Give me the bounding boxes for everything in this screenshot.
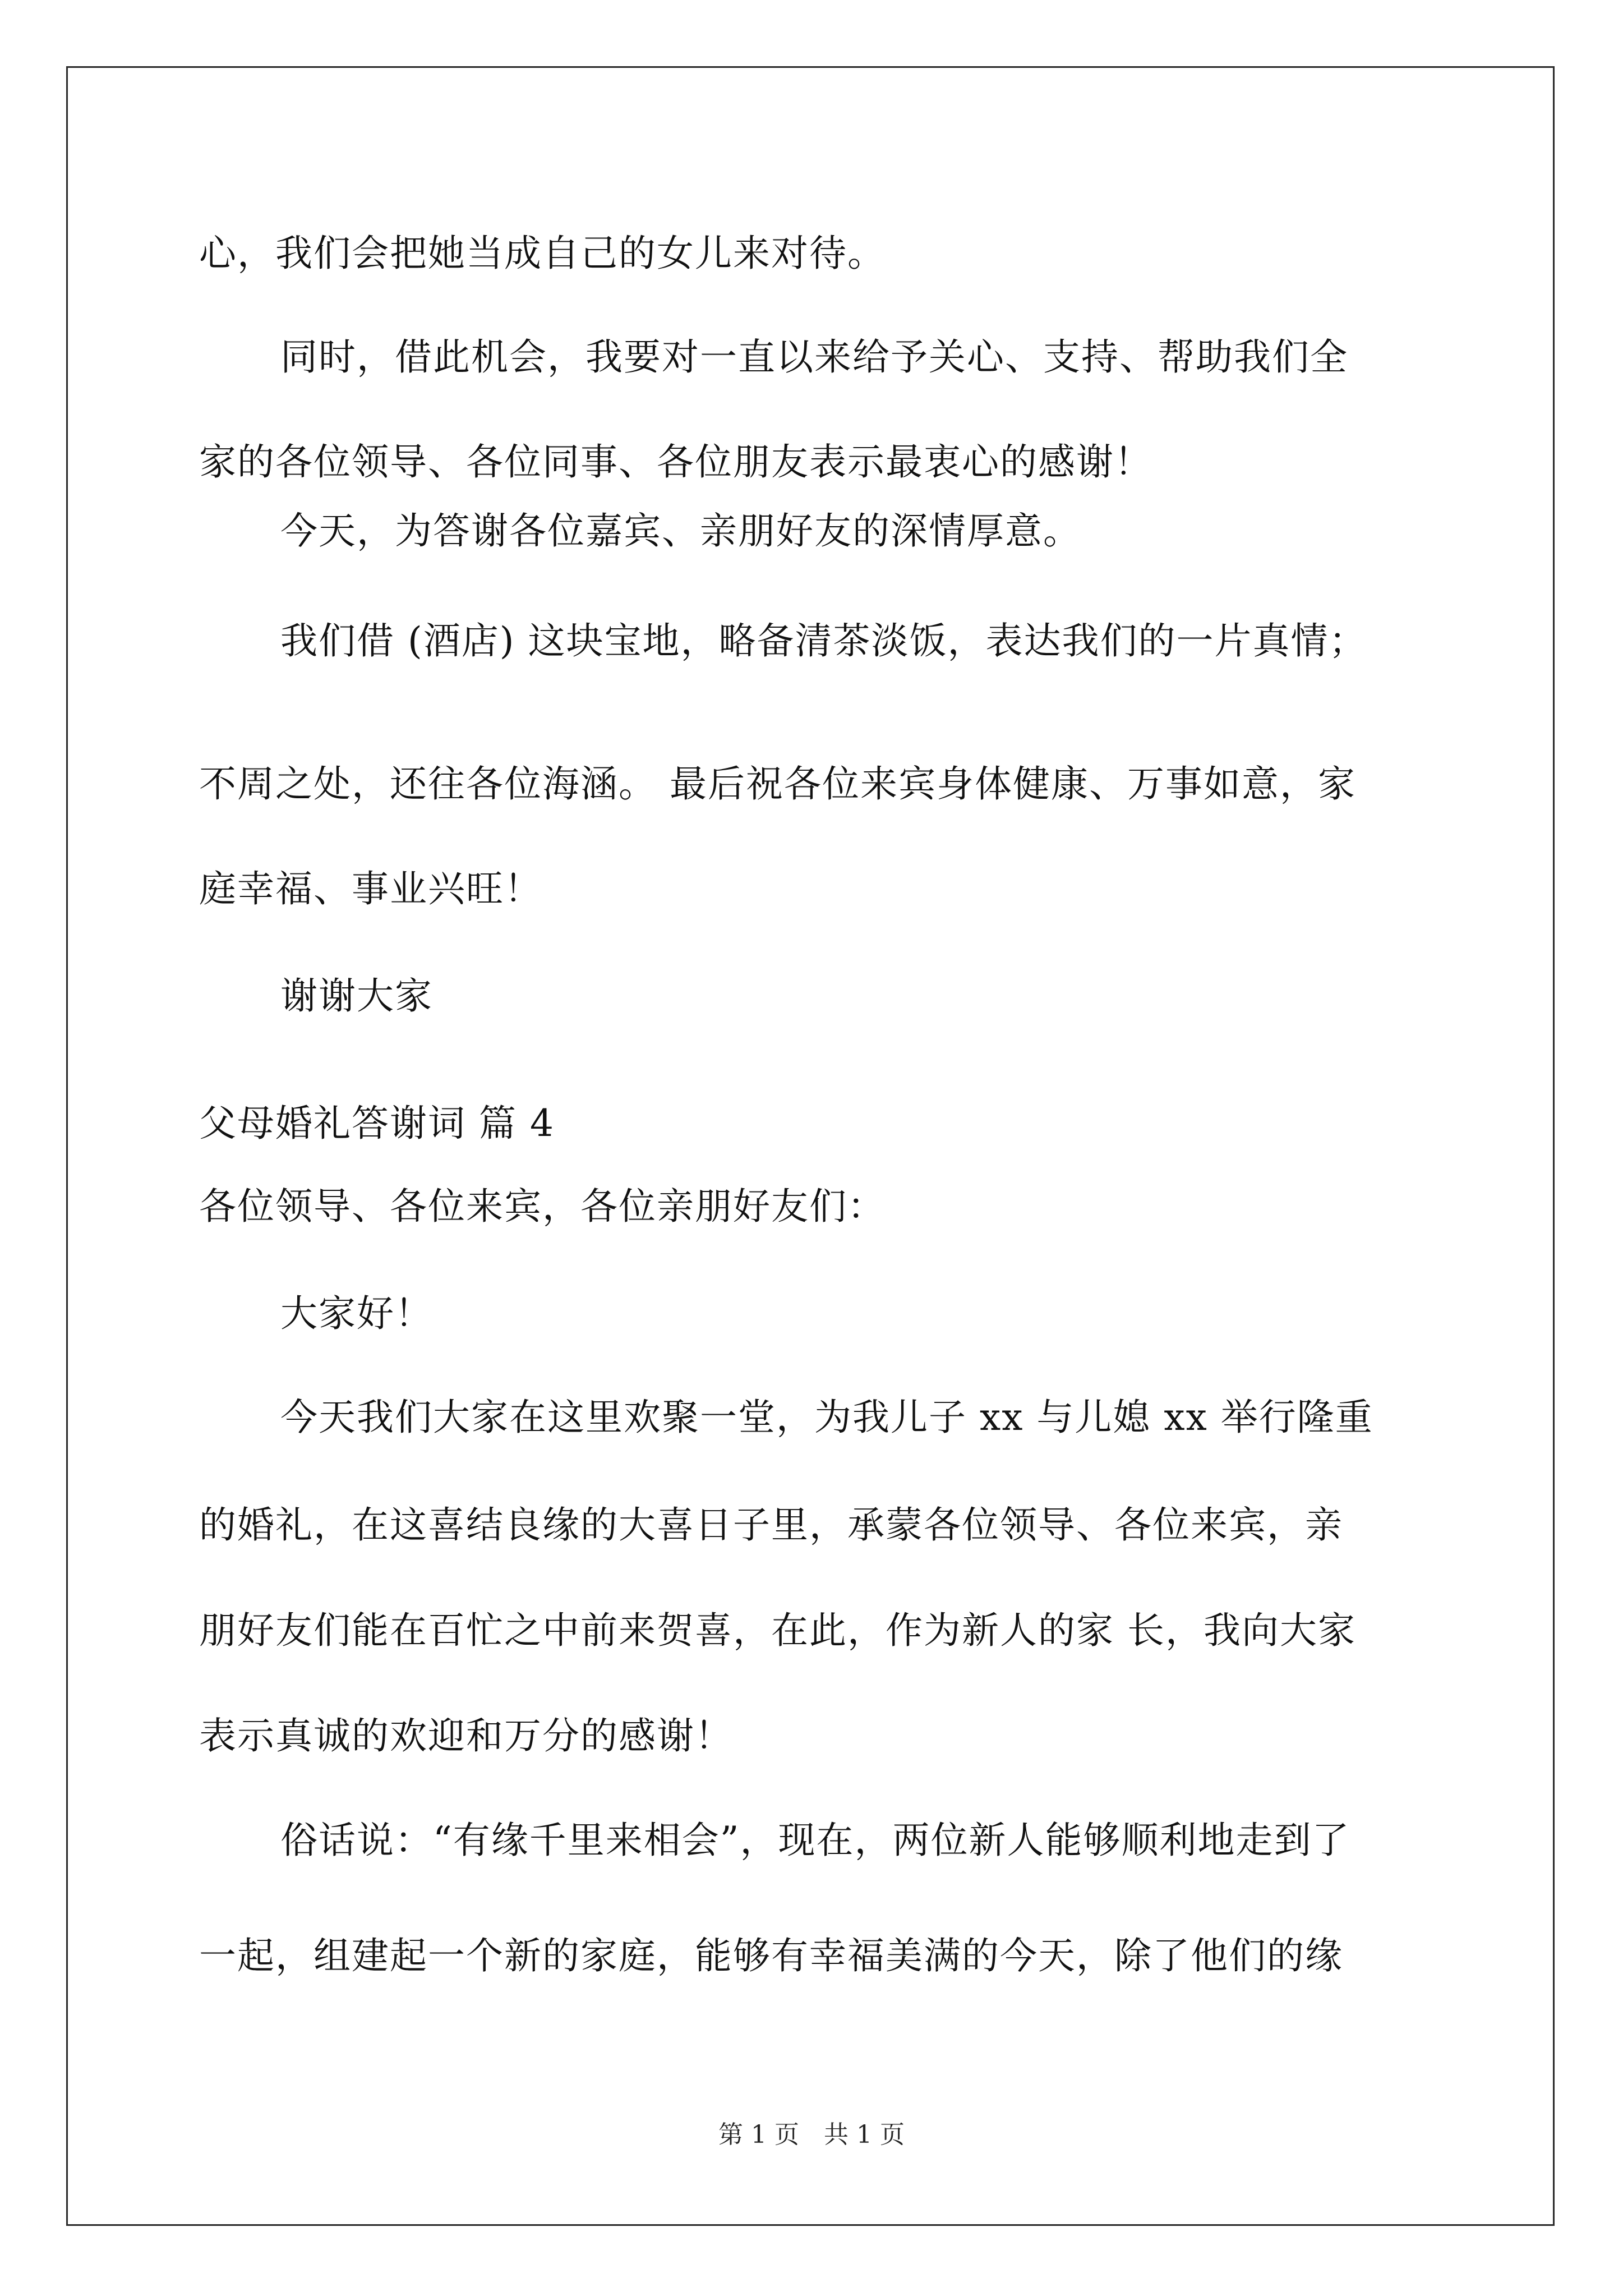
- text-line: 庭幸福、事业兴旺！: [199, 867, 542, 910]
- text-line: 今天，为答谢各位嘉宾、亲朋好友的深情厚意。: [280, 509, 1081, 553]
- text-line: 俗话说：“有缘千里来相会”，现在，两位新人能够顺利地走到了: [280, 1819, 1350, 1862]
- page-number: 第 1 页: [718, 2120, 799, 2149]
- text-line: 同时，借此机会，我要对一直以来给予关心、支持、帮助我们全: [280, 335, 1348, 379]
- section-heading: 父母婚礼答谢词 篇 4: [199, 1102, 555, 1145]
- page-footer: [0, 2119, 1623, 2151]
- text-line: 今天我们大家在这里欢聚一堂，为我儿子 xx 与儿媳 xx 举行隆重: [280, 1396, 1373, 1439]
- greeting: 大家好！: [280, 1292, 433, 1335]
- text-line: 一起，组建起一个新的家庭，能够有幸福美满的今天，除了他们的缘: [199, 1934, 1343, 1977]
- text-line: 表示真诚的欢迎和万分的感谢！: [199, 1714, 733, 1757]
- page-total: 共 1 页: [824, 2120, 905, 2149]
- text-line: 的婚礼，在这喜结良缘的大喜日子里，承蒙各位领导、各位来宾，亲: [199, 1503, 1343, 1547]
- text-line: 朋好友们能在百忙之中前来贺喜，在此，作为新人的家 长，我向大家: [199, 1609, 1356, 1652]
- text-line: 家的各位领导、各位同事、各位朋友表示最衷心的感谢！: [199, 440, 1152, 484]
- text-line: 心，我们会把她当成自己的女儿来对待。: [199, 232, 886, 275]
- salutation: 各位领导、各位来宾，各位亲朋好友们：: [199, 1185, 886, 1228]
- page-border: [66, 66, 1555, 2226]
- text-line: 我们借 (酒店) 这块宝地，略备清茶淡饭，表达我们的一片真情；: [280, 619, 1367, 662]
- text-line: 不周之处，还往各位海涵。 最后祝各位来宾身体健康、万事如意，家: [199, 762, 1356, 806]
- text-line: 谢谢大家: [280, 974, 433, 1018]
